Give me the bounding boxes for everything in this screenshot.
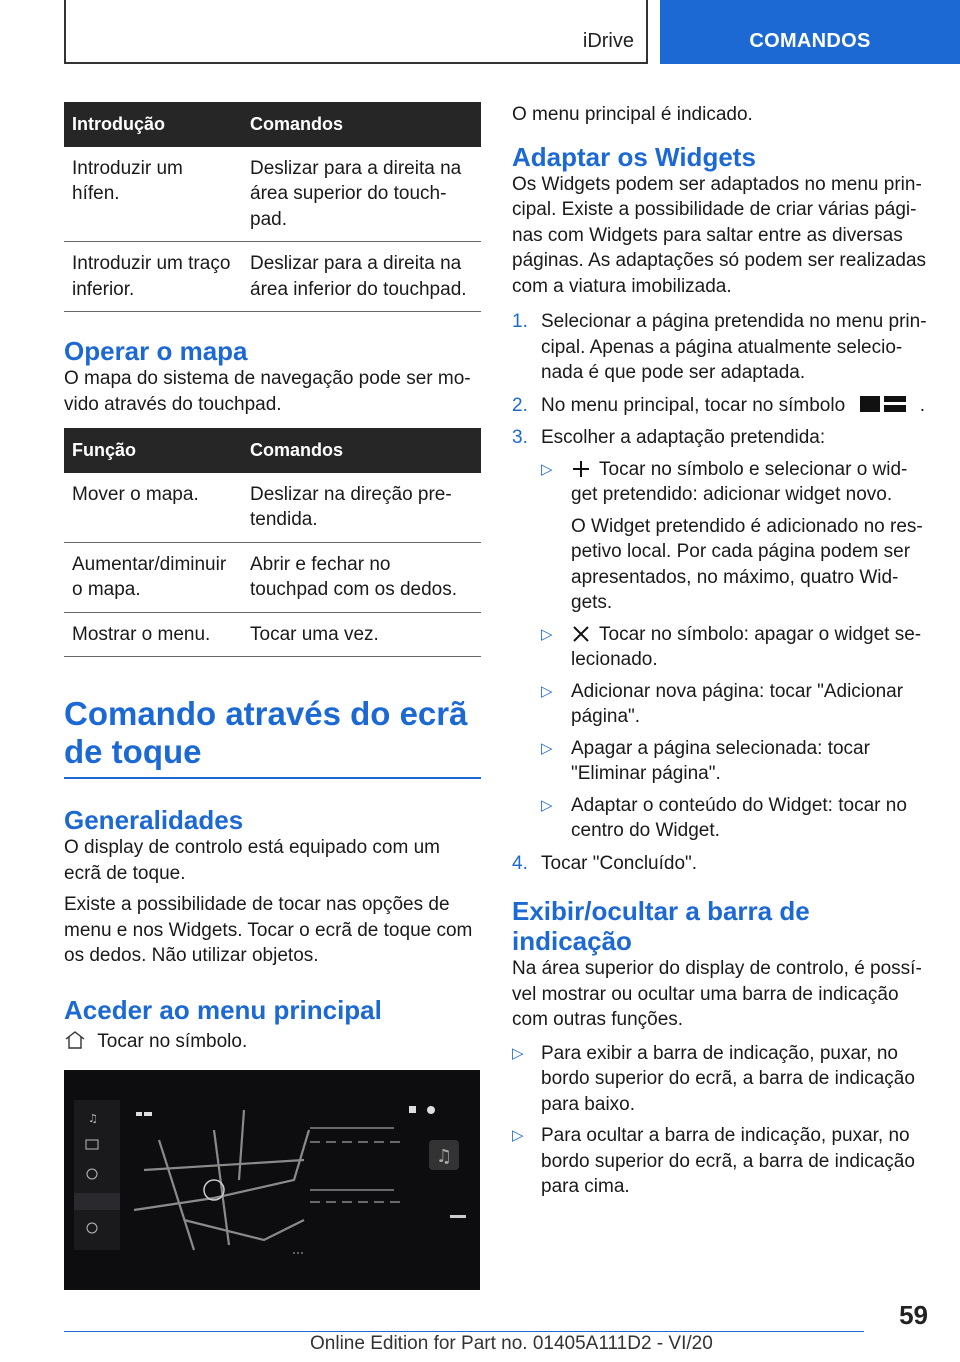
table-cell: Mover o mapa. [64,473,242,543]
adaptation-options [541,457,928,844]
triangle-bullet-icon: ▷ [541,796,553,814]
step-text: Escolher a adaptação pretendida: [541,427,826,448]
menu-heading: Aceder ao menu principal [64,994,382,1025]
bar-option-text: Para exibir a barra de indicação, puxar, no bordo superior do ecrã, a barra de indicação para baixo. [541,1042,915,1115]
table-header: Comandos [242,102,481,147]
list-item [512,393,928,419]
intro-text: O menu principal é indicado. [512,104,753,125]
widgets-heading: Adaptar os Widgets [512,141,756,172]
left-column [64,102,481,1290]
screen-image [64,1070,480,1290]
touch-heading-block [64,695,481,779]
list-item [541,736,928,787]
list-item [541,622,928,673]
table-cell: Tocar uma vez. [242,612,481,657]
step-number: 1. [512,311,528,332]
general-heading: Generalidades [64,805,244,835]
bar-text: Na área superior do display de controlo, é possí-vel mostrar ou ocultar uma barra de indicação com outras funções. [512,958,922,1030]
step-text: Tocar "Concluído". [541,852,698,874]
bar-heading: Exibir/ocultar a barra de indicação [512,896,810,956]
general-text-2: Existe a possibilidade de tocar nas opções de menu e nos Widgets. Tocar o ecrã de toque com os dedos. Não utilizar objetos. [64,894,473,966]
triangle-bullet-icon: ▷ [541,625,553,643]
map-heading: Operar o mapa [64,336,248,366]
table-cell: Mostrar o menu. [64,612,242,657]
svg-text:♫: ♫ [436,1146,453,1167]
list-item [512,309,928,386]
bar-option-text: Para ocultar a barra de indicação, puxar, no bordo superior do ecrã, a barra de indicação para cima. [541,1125,915,1197]
table-row [64,242,481,312]
list-item [512,851,928,877]
main-menu-screenshot [64,1070,480,1290]
option-text: Tocar no símbolo: apagar o widget se-lecionado. [571,623,922,670]
widget-steps [512,309,928,876]
table-cell: Deslizar na direção pre-tendida. [242,473,481,543]
map-text: O mapa do sistema de navegação pode ser mo-vido através do touchpad. [64,368,471,415]
widgets-menu-icon [858,394,910,414]
header-chapter: COMANDOS [749,30,871,52]
header-section: iDrive [582,30,634,52]
page-number: 59 [899,1300,928,1330]
general-text-1: O display de controlo está equipado com um ecrã de toque. [64,837,440,884]
widgets-text: Os Widgets podem ser adaptados no menu prin-cipal. Existe a possibilidade de criar várias pági-nas com Widgets para saltar entre as diversas páginas. As adaptações só podem ser realizadas com a viatura imobilizada. [512,173,927,297]
header-chapter-box [660,0,960,64]
step-number: 3. [512,427,528,448]
table-cell: Aumentar/diminuir o mapa. [64,542,242,612]
option-text: Adaptar o conteúdo do Widget: tocar no centro do Widget. [571,794,907,841]
triangle-bullet-icon: ▷ [512,1044,524,1062]
table-row [64,473,481,543]
table-header: Comandos [242,428,481,473]
bar-options [512,1041,928,1200]
home-icon [64,1030,86,1050]
triangle-bullet-icon: ▷ [541,739,553,757]
triangle-bullet-icon: ▷ [541,460,553,478]
step-number: 4. [512,852,528,874]
option-text: Adicionar nova página: tocar "Adicionar página". [571,680,904,727]
table-row [64,147,481,242]
option-text: Tocar no símbolo e selecionar o wid-get pretendido: adicionar widget novo. [571,458,908,505]
list-item [541,679,928,730]
table-cell: Introduzir um hífen. [64,147,242,242]
touch-heading: Comando através do ecrã de toque [64,695,468,770]
triangle-bullet-icon: ▷ [512,1127,524,1144]
input-commands-table [64,102,481,312]
map-commands-table [64,428,481,657]
right-column [512,102,928,1206]
table-cell: Introduzir um traço inferior. [64,242,242,312]
list-item [512,425,928,844]
header-section-box [64,0,648,64]
step-text: No menu principal, tocar no símbolo [541,394,846,416]
list-item [512,1041,928,1118]
list-item [541,793,928,844]
plus-icon [571,460,591,478]
close-icon [571,625,591,643]
step-text-end: . [919,394,925,416]
table-header: Função [64,428,242,473]
step-text: Selecionar a página pretendida no menu prin-cipal. Apenas a página atualmente selecio-nada é que pode ser adaptada. [541,311,927,383]
step-number: 2. [512,394,528,416]
table-row [64,612,481,657]
list-item [541,457,928,616]
option-note: O Widget pretendido é adicionado no res-petivo local. Por cada página podem ser apresentados, no máximo, quatro Wid-gets. [571,515,923,613]
footer-divider [64,1331,864,1332]
table-header: Introdução [64,102,242,147]
table-row [64,542,481,612]
list-item [512,1123,928,1200]
svg-text:♫: ♫ [88,1112,98,1125]
table-cell: Deslizar para a direita na área superior do touch-pad. [242,147,481,242]
table-cell: Deslizar para a direita na área inferior do touchpad. [242,242,481,312]
footer-text: Online Edition for Part no. 01405A111D2 - VI/20 [310,1333,713,1354]
menu-text: Tocar no símbolo. [97,1030,248,1052]
triangle-bullet-icon: ▷ [541,682,553,700]
option-text: Apagar a página selecionada: tocar "Eliminar página". [571,737,870,784]
table-cell: Abrir e fechar no touchpad com os dedos. [242,542,481,612]
